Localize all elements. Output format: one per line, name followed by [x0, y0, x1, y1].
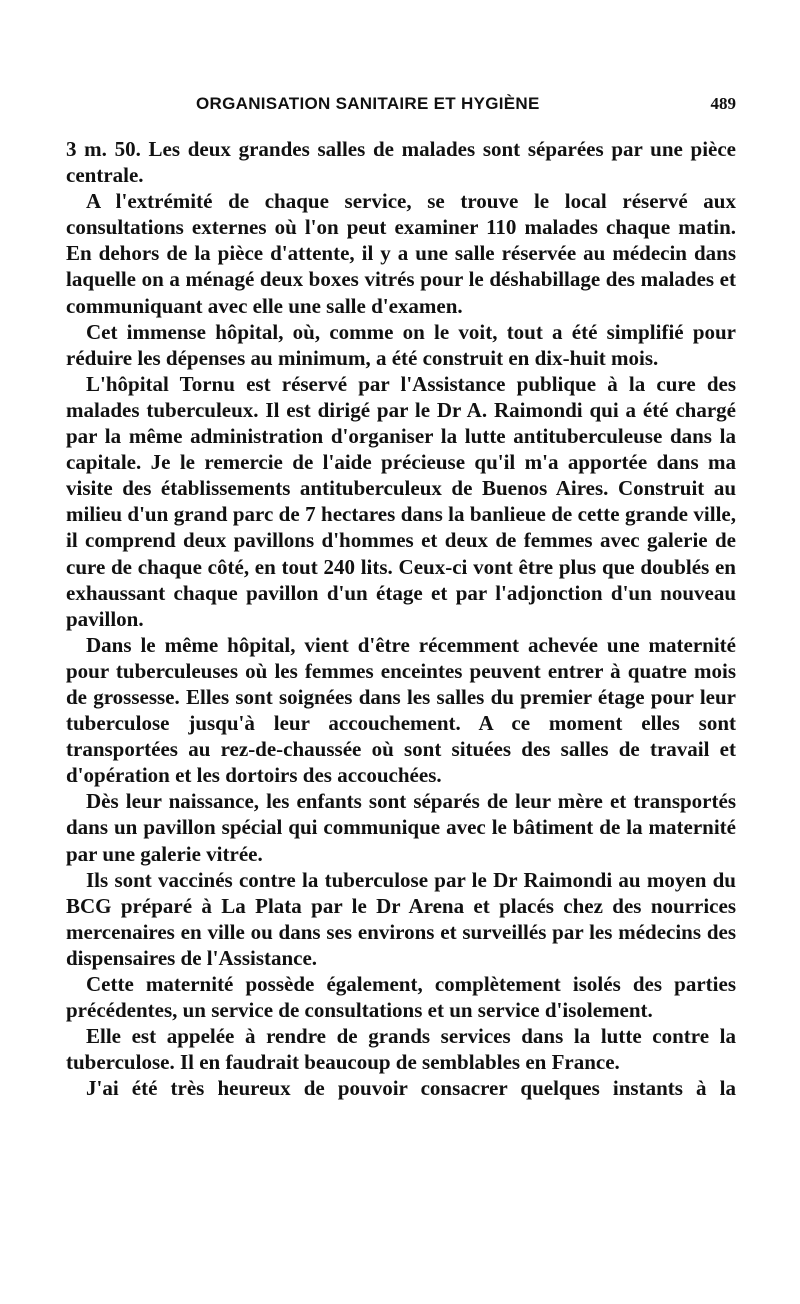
paragraph-8: Cette maternité possède également, complètement isolés des parties précédentes, un service de consultations et un service d'isolement.	[66, 972, 736, 1023]
header-title: ORGANISATION SANITAIRE ET HYGIÈNE	[196, 94, 540, 113]
paragraph-2: A l'extrémité de chaque service, se trouve le local réservé aux consultations externes où l'on peut examiner 110 malades chaque matin. En dehors de la pièce d'attente, il y a une salle réservée au médecin dans laquelle on a ménagé deux boxes vitrés pour le déshabillage des malades et communiquant avec elle une salle d'examen.	[66, 189, 736, 318]
paragraph-1: 3 m. 50. Les deux grandes salles de malades sont séparées par une pièce centrale.	[66, 137, 736, 188]
paragraph-3: Cet immense hôpital, où, comme on le voit, tout a été simplifié pour réduire les dépenses au minimum, a été construit en dix-huit mois.	[66, 319, 736, 370]
body-text	[66, 136, 736, 1101]
paragraph-6: Dès leur naissance, les enfants sont séparés de leur mère et transportés dans un pavillon spécial qui communique avec le bâtiment de la maternité par une galerie vitrée.	[66, 789, 736, 866]
paragraph-9: Elle est appelée à rendre de grands services dans la lutte contre la tuberculose. Il en faudrait beaucoup de semblables en France.	[66, 1024, 736, 1075]
paragraph-5: Dans le même hôpital, vient d'être récemment achevée une maternité pour tuberculeuses où les femmes enceintes peuvent entrer à quatre mois de grossesse. Elles sont soignées dans les salles du premier étage pour leur tuberculose jusqu'à leur accouchement. A ce moment elles sont transportées au rez-de-chaussée où sont situées des salles de travail et d'opération et les dortoirs des accouchées.	[66, 632, 736, 788]
paragraph-10: J'ai été très heureux de pouvoir consacrer quelques instants à la	[86, 1076, 736, 1101]
paragraph-7: Ils sont vaccinés contre la tuberculose par le Dr Raimondi au moyen du BCG préparé à La Plata par le Dr Arena et placés chez des nourrices mercenaires en ville ou dans ses environs et surveillés par les médecins des dispensaires de l'Assistance.	[66, 867, 736, 970]
page-number: 489	[710, 94, 736, 113]
paragraph-4: L'hôpital Tornu est réservé par l'Assistance publique à la cure des malades tuberculeux. Il est dirigé par le Dr A. Raimondi qui a été chargé par la même administration d'organiser la lutte antituberculeuse dans la capitale. Je le remercie de l'aide précieuse qu'il m'a apportée dans ma visite des établissements antituberculeux de Buenos Aires. Construit au milieu d'un grand parc de 7 hectares dans la banlieue de cette grande ville, il comprend deux pavillons d'hommes et deux de femmes avec galerie de cure de chaque côté, en tout 240 lits. Ceux-ci vont être plus que doublés en exhaussant chaque pavillon d'un étage et par l'adjonction d'un nouveau pavillon.	[66, 371, 736, 631]
running-header	[66, 94, 736, 118]
